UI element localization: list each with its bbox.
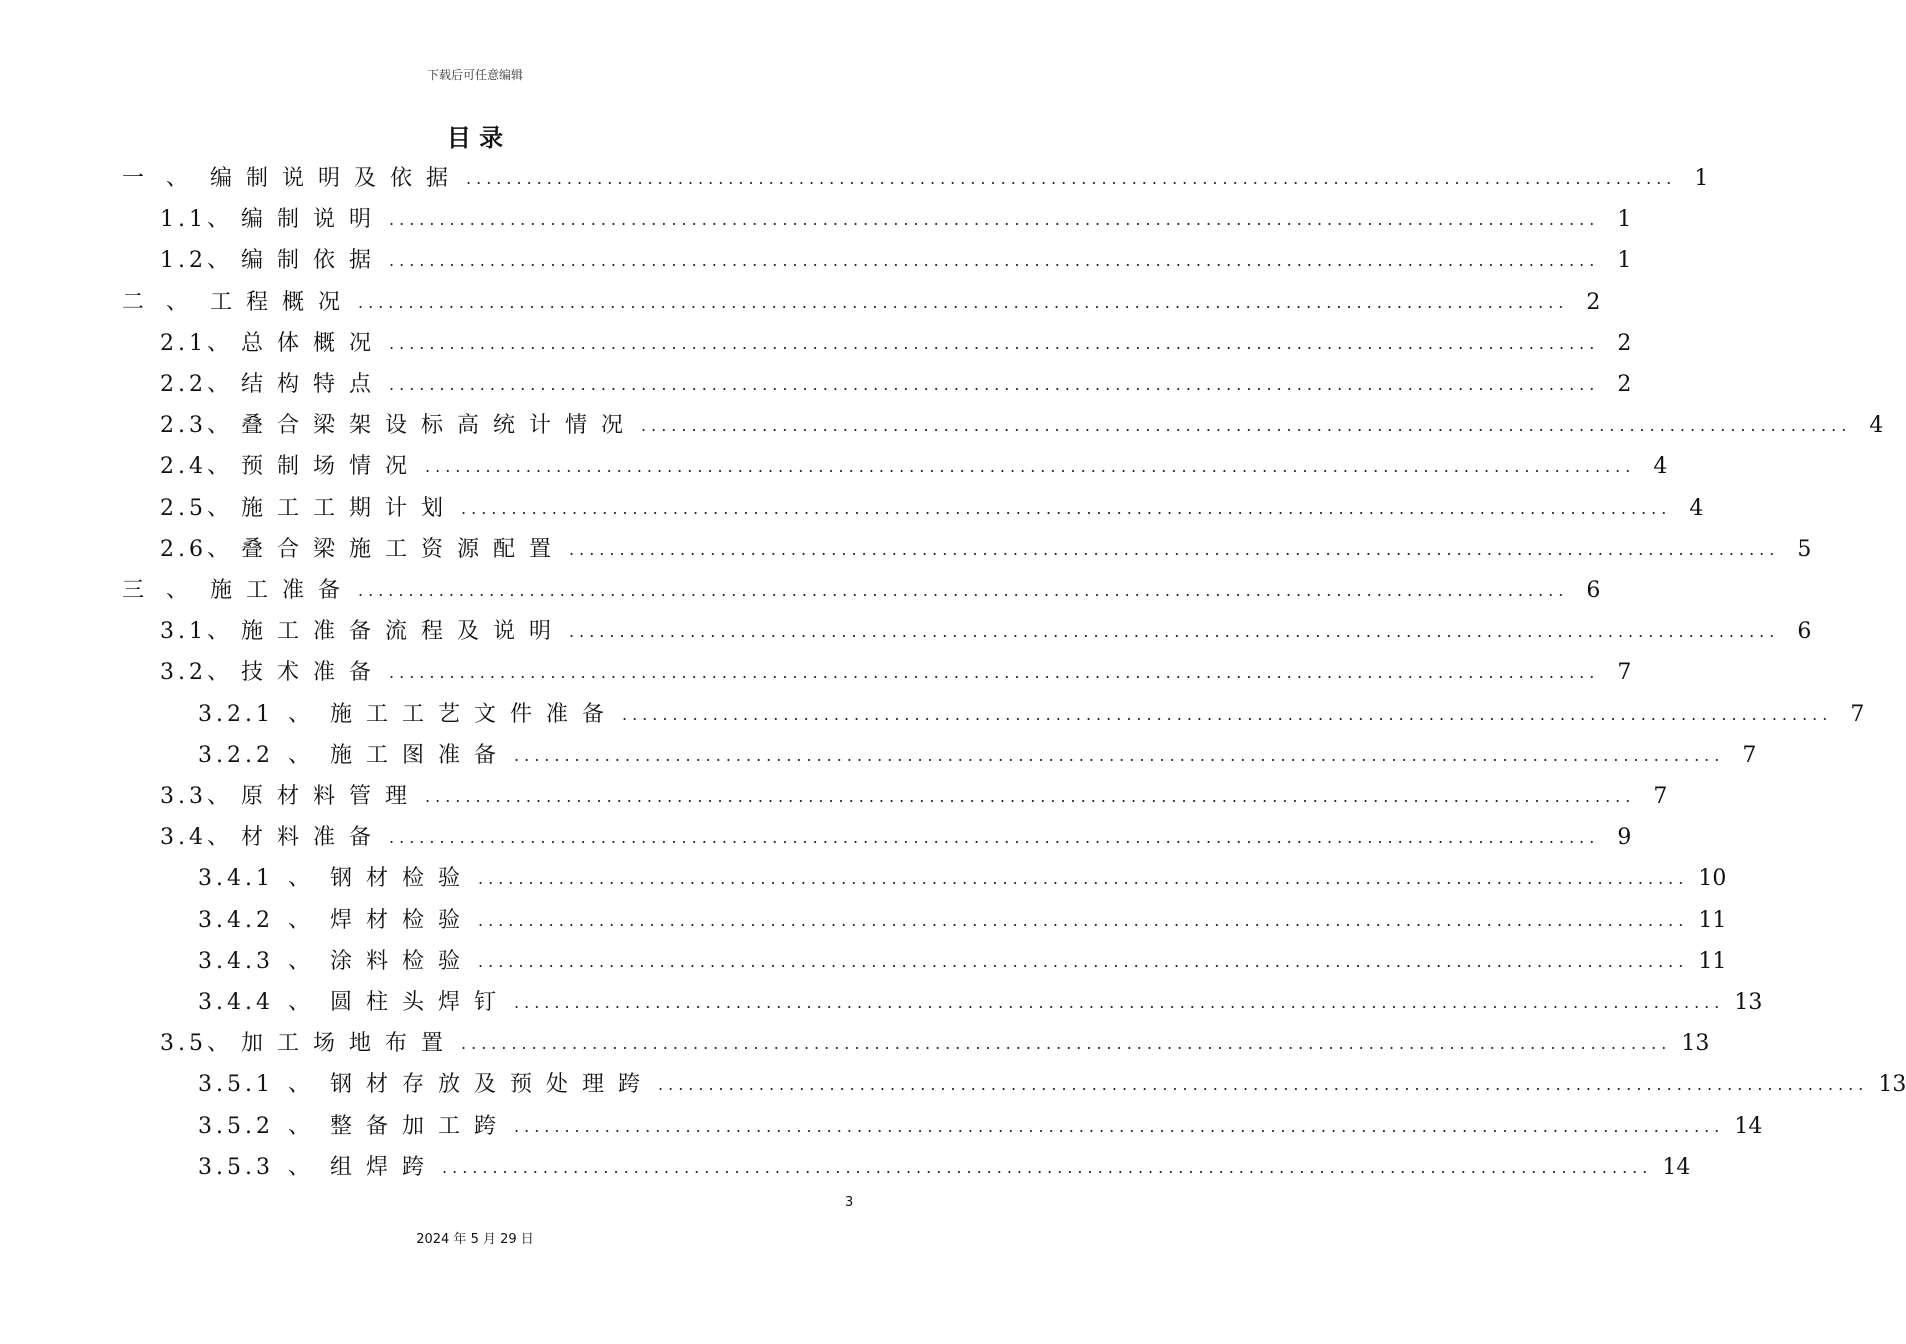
toc-entry-label: 预制场情况 xyxy=(241,454,422,480)
toc-entry[interactable] xyxy=(122,158,1709,199)
toc-entry[interactable] xyxy=(160,1023,1710,1064)
toc-entry-separator: 、 xyxy=(166,289,195,315)
toc-leader-dots: ........................................................................................................................ xyxy=(641,416,1852,436)
toc-entry-number: 3.4.3 xyxy=(198,948,274,974)
toc-entry-number: 一 xyxy=(122,166,149,191)
toc-entry[interactable] xyxy=(198,858,1727,899)
toc-entry-number: 3.2 xyxy=(160,660,207,686)
toc-entry[interactable] xyxy=(160,817,1632,858)
toc-entry[interactable] xyxy=(160,488,1704,529)
toc-entry-label: 整备加工跨 xyxy=(330,1113,511,1139)
toc-entry[interactable] xyxy=(160,364,1632,405)
toc-entry-page: 2 xyxy=(1617,330,1632,356)
toc-entry-separator: 、 xyxy=(207,495,236,521)
toc-entry-page: 7 xyxy=(1850,701,1865,727)
toc-entry-number: 1.1 xyxy=(160,207,207,233)
toc-entry-label: 加工场地布置 xyxy=(241,1031,458,1057)
toc-entry-page: 4 xyxy=(1653,454,1668,480)
toc-entry-label: 编制依据 xyxy=(241,248,386,274)
toc-entry-label: 材料准备 xyxy=(241,825,386,851)
toc-entry-page: 11 xyxy=(1698,907,1727,933)
toc-entry-number: 3.5.2 xyxy=(198,1113,274,1139)
toc-entry-number: 3.4 xyxy=(160,825,207,851)
toc-entry[interactable] xyxy=(160,611,1812,652)
toc-entry-page: 13 xyxy=(1878,1072,1906,1098)
toc-entry-label: 技术准备 xyxy=(241,660,386,686)
toc-entry-page: 14 xyxy=(1662,1154,1691,1180)
toc-entry-page: 6 xyxy=(1797,619,1812,645)
toc-entry-label: 原材料管理 xyxy=(241,784,422,809)
toc-entry[interactable] xyxy=(160,199,1632,240)
toc-entry[interactable] xyxy=(198,1106,1763,1147)
toc-leader-dots: ........................................................................................................................ xyxy=(389,663,1600,683)
toc-entry-label: 施工工期计划 xyxy=(241,495,458,521)
toc-leader-dots: ........................................................................................................................ xyxy=(389,210,1600,230)
toc-entry-separator: 、 xyxy=(287,866,316,892)
toc-entry-separator: 、 xyxy=(287,907,316,933)
toc-entry-page: 7 xyxy=(1742,742,1757,768)
toc-entry-separator: 、 xyxy=(207,619,236,645)
toc-leader-dots: ........................................................................................................................ xyxy=(514,745,1725,765)
toc-leader-dots: ........................................................................................................................ xyxy=(358,292,1569,312)
toc-entry[interactable] xyxy=(198,900,1727,941)
page-header: 下载后可任意编辑 xyxy=(426,68,523,82)
toc-leader-dots: ........................................................................................................................ xyxy=(514,1116,1725,1136)
toc-entry-page: 14 xyxy=(1734,1113,1763,1139)
toc-entry-number: 3.4.2 xyxy=(198,907,274,933)
toc-entry-separator: 、 xyxy=(207,372,236,397)
toc-entry-label: 施工工艺文件准备 xyxy=(330,701,619,727)
toc-entry-separator: 、 xyxy=(207,454,236,480)
toc-entry-number: 2.3 xyxy=(160,413,207,439)
toc-entry[interactable] xyxy=(198,1064,1906,1105)
toc-entry[interactable] xyxy=(198,694,1865,735)
toc-entry-page: 11 xyxy=(1698,948,1727,974)
toc-leader-dots: ........................................................................................................................ xyxy=(466,169,1677,188)
toc-leader-dots: ........................................................................................................................ xyxy=(658,1075,1869,1095)
toc-entry[interactable] xyxy=(160,529,1812,570)
page-footer-date: 2024 年 5 月 29 日 xyxy=(416,1232,534,1247)
toc-entry-page: 1 xyxy=(1617,207,1632,233)
toc-entry[interactable] xyxy=(160,405,1884,446)
toc-entry-number: 2.2 xyxy=(160,372,207,397)
toc-leader-dots: ........................................................................................................................ xyxy=(478,951,1689,971)
toc-entry-page: 1 xyxy=(1694,166,1709,191)
toc-entry-label: 涂料检验 xyxy=(330,948,475,974)
toc-entry[interactable] xyxy=(198,941,1727,982)
toc-leader-dots: ........................................................................................................................ xyxy=(461,1034,1672,1054)
toc-entry-label: 叠合梁施工资源配置 xyxy=(241,536,566,562)
toc-leader-dots: ........................................................................................................................ xyxy=(622,704,1833,724)
toc-entry-page: 1 xyxy=(1617,248,1632,274)
toc-entry-number: 3.3 xyxy=(160,784,207,809)
toc-entry-separator: 、 xyxy=(287,948,316,974)
toc-entry-number: 1.2 xyxy=(160,248,207,274)
toc-entry-page: 5 xyxy=(1797,536,1812,562)
toc-entry-separator: 、 xyxy=(287,990,316,1015)
toc-entry[interactable] xyxy=(160,652,1632,693)
toc-entry-number: 2.6 xyxy=(160,536,207,562)
toc-entry-page: 13 xyxy=(1734,990,1763,1015)
toc-entry-page: 10 xyxy=(1698,866,1727,892)
toc-entry[interactable] xyxy=(122,282,1601,323)
toc-entry-number: 3.4.1 xyxy=(198,866,274,892)
toc-entry-separator: 、 xyxy=(287,742,316,768)
toc-leader-dots: ........................................................................................................................ xyxy=(514,993,1725,1012)
toc-entry-page: 4 xyxy=(1689,495,1704,521)
toc-entry-label: 钢材存放及预处理跨 xyxy=(330,1072,655,1098)
toc-entry-separator: 、 xyxy=(287,701,316,727)
toc-leader-dots: ........................................................................................................................ xyxy=(478,910,1689,930)
toc-entry-separator: 、 xyxy=(207,660,236,686)
toc-leader-dots: ........................................................................................................................ xyxy=(425,787,1636,806)
toc-leader-dots: ........................................................................................................................ xyxy=(442,1157,1653,1177)
toc-entry-separator: 、 xyxy=(287,1154,316,1180)
toc-entry-label: 总体概况 xyxy=(241,330,386,356)
toc-entry-label: 施工图准备 xyxy=(330,742,511,768)
toc-entry[interactable] xyxy=(198,735,1757,776)
toc-entry[interactable] xyxy=(160,446,1668,487)
toc-leader-dots: ........................................................................................................................ xyxy=(389,375,1600,394)
toc-entry-label: 工程概况 xyxy=(210,289,355,315)
toc-leader-dots: ........................................................................................................................ xyxy=(425,457,1636,477)
toc-entry-separator: 、 xyxy=(287,1113,316,1139)
toc-entry-number: 三 xyxy=(122,578,149,603)
toc-entry-number: 3.1 xyxy=(160,619,207,645)
toc-entry-number: 3.2.2 xyxy=(198,742,274,768)
toc-leader-dots: ........................................................................................................................ xyxy=(389,333,1600,353)
toc-entry-page: 7 xyxy=(1617,660,1632,686)
toc-entry-label: 施工准备流程及说明 xyxy=(241,619,566,645)
toc-entry-page: 4 xyxy=(1869,413,1884,439)
toc-entry-page: 6 xyxy=(1586,578,1601,603)
toc-entry-page: 2 xyxy=(1586,289,1601,315)
toc-entry-label: 编制说明及依据 xyxy=(210,166,463,191)
toc-entry-number: 2.5 xyxy=(160,495,207,521)
toc-entry-label: 组焊跨 xyxy=(330,1154,439,1180)
toc-title: 目 录 xyxy=(446,123,504,152)
toc-entry-separator: 、 xyxy=(207,784,236,809)
toc-entry-number: 3.5.3 xyxy=(198,1154,274,1180)
toc-entry-number: 3.2.1 xyxy=(198,701,274,727)
toc-entry-page: 7 xyxy=(1653,784,1668,809)
toc-entry[interactable] xyxy=(198,1147,1691,1188)
toc-entry-number: 二 xyxy=(122,289,149,315)
toc-entry-separator: 、 xyxy=(207,207,236,233)
toc-entry-label: 施工准备 xyxy=(210,578,355,603)
toc-entry-label: 编制说明 xyxy=(241,207,386,233)
toc-entry-separator: 、 xyxy=(287,1072,316,1098)
toc-entry-label: 焊材检验 xyxy=(330,907,475,933)
toc-entry[interactable] xyxy=(198,982,1763,1023)
toc-entry-number: 2.4 xyxy=(160,454,207,480)
toc-entry-label: 钢材检验 xyxy=(330,866,475,892)
toc-entry[interactable] xyxy=(160,323,1632,364)
toc-leader-dots: ........................................................................................................................ xyxy=(569,622,1780,642)
toc-entry-separator: 、 xyxy=(166,166,195,191)
toc-entry-label: 叠合梁架设标高统计情况 xyxy=(241,413,638,439)
toc-entry-separator: 、 xyxy=(207,536,236,562)
toc-entry-separator: 、 xyxy=(207,1031,236,1057)
toc-leader-dots: ........................................................................................................................ xyxy=(478,869,1689,889)
toc-entry-separator: 、 xyxy=(166,578,195,603)
toc-entry-separator: 、 xyxy=(207,248,236,274)
toc-leader-dots: ........................................................................................................................ xyxy=(389,828,1600,848)
toc-leader-dots: ........................................................................................................................ xyxy=(389,251,1600,271)
toc-entry-page: 2 xyxy=(1617,372,1632,397)
toc-entry-number: 3.5.1 xyxy=(198,1072,274,1098)
toc-entry-separator: 、 xyxy=(207,330,236,356)
toc-entry[interactable] xyxy=(160,776,1668,817)
toc-entry[interactable] xyxy=(160,240,1632,281)
toc-entry-number: 3.4.4 xyxy=(198,990,274,1015)
toc-entry-page: 13 xyxy=(1681,1031,1710,1057)
toc-entry-separator: 、 xyxy=(207,825,236,851)
toc-leader-dots: ........................................................................................................................ xyxy=(461,498,1672,518)
toc-leader-dots: ........................................................................................................................ xyxy=(569,539,1780,559)
toc-entry-page: 9 xyxy=(1617,825,1632,851)
toc-entry-separator: 、 xyxy=(207,413,236,439)
toc-entry-label: 结构特点 xyxy=(241,372,386,397)
toc-entry-label: 圆柱头焊钉 xyxy=(330,990,511,1015)
toc-leader-dots: ........................................................................................................................ xyxy=(358,581,1569,600)
toc-entry[interactable] xyxy=(122,570,1601,611)
toc-entry-number: 2.1 xyxy=(160,330,207,356)
toc-entry-number: 3.5 xyxy=(160,1031,207,1057)
page-number: 3 xyxy=(845,1195,854,1210)
